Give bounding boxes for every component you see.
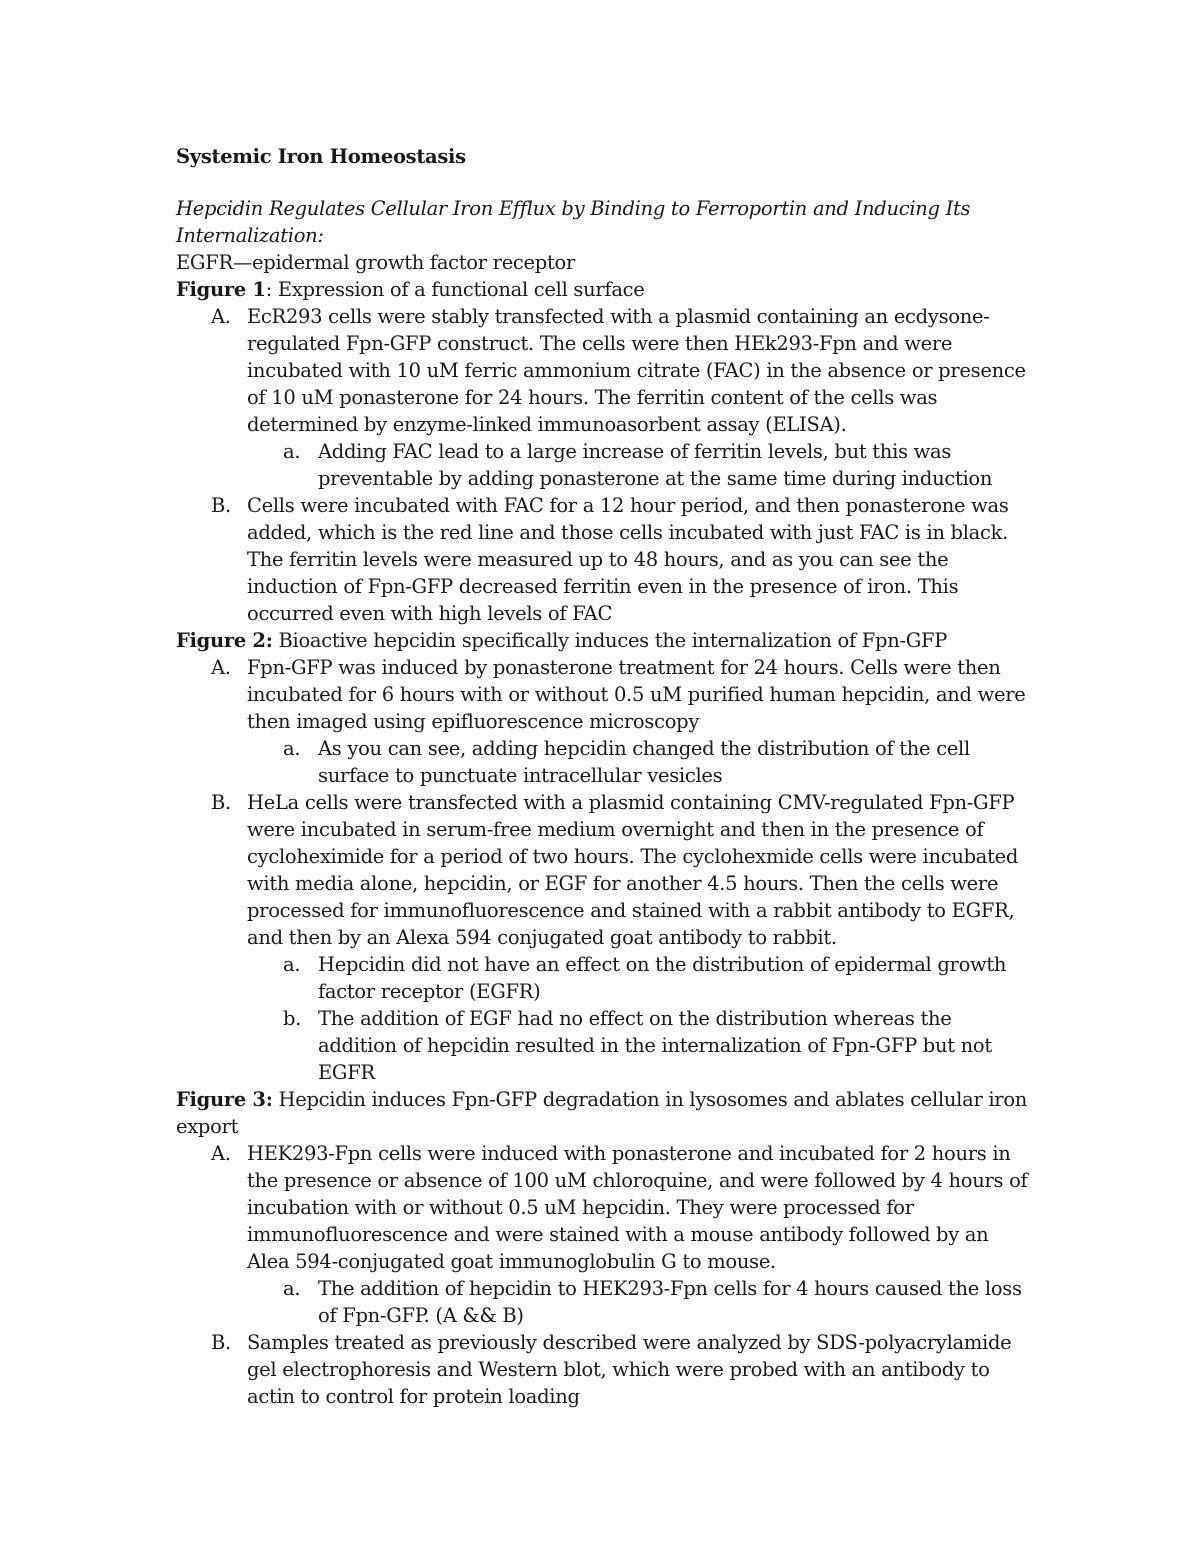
- figure-caption: Bioactive hepcidin specifically induces the internalization of Fpn-GFP: [272, 629, 948, 652]
- sub-list: [247, 951, 1036, 1086]
- sub-list-marker: a.: [283, 737, 301, 760]
- list-item-text: Samples treated as previously described were analyzed by SDS-polyacrylamide gel electrophoresis and Western blot, which were probed with an antibody to actin to control for protein loading: [247, 1331, 1012, 1408]
- document-title: Systemic Iron Homeostasis: [176, 145, 466, 168]
- sub-list-marker: a.: [283, 953, 301, 976]
- spacer: [176, 173, 1036, 195]
- figure-caption: Expression of a functional cell surface: [271, 278, 645, 301]
- sub-list-marker: a.: [283, 440, 301, 463]
- list-item: [176, 1329, 1036, 1410]
- list-item: [176, 1140, 1036, 1329]
- list-item-text: HEK293-Fpn cells were induced with ponasterone and incubated for 2 hours in the presence or absence of 100 uM chloroquine, and were followed by 4 hours of incubation with or without 0.5 uM hepcidin. They were processed for immunofluorescence and were stained with a mouse antibody followed by an Alea 594-conjugated goat immunoglobulin G to mouse.: [247, 1142, 1028, 1273]
- figure-label: Figure 2:: [176, 629, 273, 652]
- figure-1-heading: [176, 276, 1036, 303]
- list-item-text: EcR293 cells were stably transfected with a plasmid containing an ecdysone-regulated Fpn-GFP construct. The cells were then HEk293-Fpn and were incubated with 10 uM ferric ammonium citrate (FAC) in the absence or presence of 10 uM ponasterone for 24 hours. The ferritin content of the cells was determined by enzyme-linked immunoasorbent assay (ELISA).: [247, 305, 1026, 436]
- figure-2-heading: [176, 627, 1036, 654]
- document-page: [176, 141, 1036, 1410]
- section-subtitle: Hepcidin Regulates Cellular Iron Efflux by Binding to Ferroportin and Inducing Its Internalization:: [176, 197, 971, 247]
- figure-label: Figure 1: [176, 278, 266, 301]
- list-marker: A.: [211, 305, 231, 328]
- figure-label: Figure 3:: [176, 1088, 273, 1111]
- list-marker: A.: [211, 1142, 231, 1165]
- sub-list: [247, 735, 1036, 789]
- list-item-text: Cells were incubated with FAC for a 12 hour period, and then ponasterone was added, which is the red line and those cells incubated with just FAC is in black. The ferritin levels were measured up to 48 hours, and as you can see the induction of Fpn-GFP decreased ferritin even in the presence of iron. This occurred even with high levels of FAC: [247, 494, 1009, 625]
- list-marker: B.: [211, 1331, 231, 1354]
- sub-list-item: [247, 1275, 1036, 1329]
- sub-list-item-text: The addition of EGF had no effect on the distribution whereas the addition of hepcidin resulted in the internalization of Fpn-GFP but not EGFR: [318, 1007, 992, 1084]
- sub-list-marker: b.: [283, 1007, 302, 1030]
- figure-2-list: [176, 654, 1036, 1086]
- sub-list-item: [247, 951, 1036, 1005]
- sub-list: [247, 438, 1036, 492]
- sub-list-item: [247, 1005, 1036, 1086]
- figure-separator: :: [265, 278, 272, 301]
- sub-list-item: [247, 438, 1036, 492]
- sub-list-item: [247, 735, 1036, 789]
- sub-list-item-text: Adding FAC lead to a large increase of ferritin levels, but this was preventable by adding ponasterone at the same time during induction: [318, 440, 993, 490]
- list-item: [176, 789, 1036, 1086]
- sub-list-item-text: Hepcidin did not have an effect on the distribution of epidermal growth factor receptor (EGFR): [318, 953, 1007, 1003]
- sub-list: [247, 1275, 1036, 1329]
- list-marker: A.: [211, 656, 231, 679]
- figure-3-heading: [176, 1086, 1036, 1140]
- list-item: [176, 492, 1036, 627]
- list-item-text: HeLa cells were transfected with a plasmid containing CMV-regulated Fpn-GFP were incubated in serum-free medium overnight and then in the presence of cycloheximide for a period of two hours. The cyclohexmide cells were incubated with media alone, hepcidin, or EGF for another 4.5 hours. Then the cells were processed for immunofluorescence and stained with a rabbit antibody to EGFR, and then by an Alexa 594 conjugated goat antibody to rabbit.: [247, 791, 1019, 949]
- figure-1-list: [176, 303, 1036, 627]
- sub-list-item-text: The addition of hepcidin to HEK293-Fpn cells for 4 hours caused the loss of Fpn-GFP. (A && B): [318, 1277, 1022, 1327]
- list-marker: B.: [211, 791, 231, 814]
- list-item: [176, 654, 1036, 789]
- sub-list-item-text: As you can see, adding hepcidin changed the distribution of the cell surface to punctuate intracellular vesicles: [318, 737, 970, 787]
- figure-caption: Hepcidin induces Fpn-GFP degradation in lysosomes and ablates cellular iron export: [176, 1088, 1028, 1138]
- list-item-text: Fpn-GFP was induced by ponasterone treatment for 24 hours. Cells were then incubated for 6 hours with or without 0.5 uM purified human hepcidin, and were then imaged using epifluorescence microscopy: [247, 656, 1026, 733]
- list-marker: B.: [211, 494, 231, 517]
- list-item: [176, 303, 1036, 492]
- sub-list-marker: a.: [283, 1277, 301, 1300]
- abbreviation-line: EGFR—epidermal growth factor receptor: [176, 251, 575, 274]
- figure-3-list: [176, 1140, 1036, 1410]
